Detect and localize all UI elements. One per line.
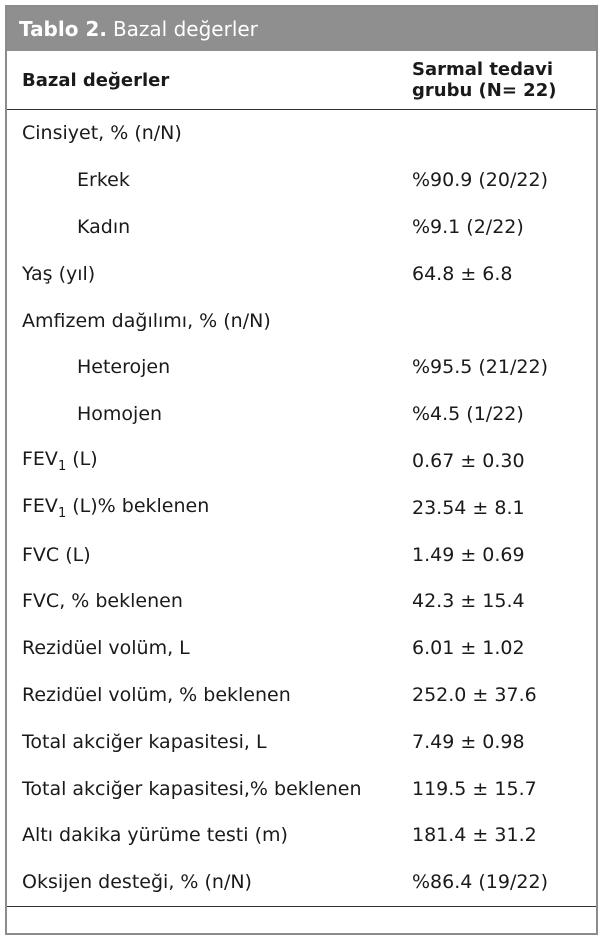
row-value: 252.0 ± 37.6	[412, 683, 537, 706]
row-label	[7, 438, 412, 485]
row-value: %86.4 (19/22)	[412, 859, 596, 906]
row-label: Amfizem dağılımı, % (n/N)	[22, 309, 271, 332]
row-label-rest: (L)% beklenen	[66, 494, 210, 517]
row-label: Total akciğer kapasitesi, L	[22, 730, 267, 753]
row-label: Heterojen	[77, 356, 171, 379]
row-label: Oksijen desteği, % (n/N)	[7, 859, 412, 906]
row-value: %90.9 (20/22)	[412, 169, 548, 192]
row-value: 119.5 ± 15.7	[412, 777, 537, 800]
table-title: Bazal değerler	[112, 17, 258, 41]
table-row	[7, 625, 596, 672]
table-row	[7, 765, 596, 812]
row-label-main: FEV	[22, 494, 58, 517]
table-row	[7, 250, 596, 297]
row-value: 181.4 ± 31.2	[412, 824, 537, 847]
table-row	[7, 859, 596, 906]
row-label-subscript: 1	[57, 458, 67, 474]
row-value	[412, 110, 596, 157]
row-value	[412, 297, 596, 344]
row-label: FVC (L)	[22, 543, 91, 566]
row-label-main: FEV	[22, 447, 58, 470]
row-value: 23.54 ± 8.1	[412, 496, 525, 519]
table-row	[7, 484, 596, 531]
baseline-table	[7, 51, 596, 907]
row-label: Cinsiyet, % (n/N)	[22, 122, 182, 145]
table-row	[7, 812, 596, 859]
row-value: %95.5 (21/22)	[412, 356, 548, 379]
table-number: Tablo 2.	[19, 17, 107, 41]
row-label-rest: (L)	[66, 447, 98, 470]
row-label: Total akciğer kapasitesi,% beklenen	[22, 777, 362, 800]
table-row	[7, 297, 596, 344]
row-label: Erkek	[77, 169, 130, 192]
row-value: %9.1 (2/22)	[412, 215, 524, 238]
header-col-label: Bazal değerler	[7, 51, 412, 110]
row-value: 64.8 ± 6.8	[412, 262, 513, 285]
row-label: Kadın	[77, 215, 131, 238]
row-label: Rezidüel volüm, % beklenen	[22, 683, 291, 706]
table-row	[7, 110, 596, 157]
table-title-bar	[7, 7, 596, 51]
row-value: 1.49 ± 0.69	[412, 543, 525, 566]
table-row	[7, 438, 596, 485]
row-label: FVC, % beklenen	[22, 590, 183, 613]
row-value: 0.67 ± 0.30	[412, 449, 525, 472]
table-row	[7, 344, 596, 391]
row-label: Rezidüel volüm, L	[22, 637, 190, 660]
row-label: Yaş (yıl)	[22, 262, 96, 285]
table-row	[7, 531, 596, 578]
header-col-value	[412, 51, 596, 110]
table-row	[7, 718, 596, 765]
table-row	[7, 391, 596, 438]
table-frame	[5, 5, 598, 935]
row-label: Homojen	[77, 403, 163, 426]
row-label	[7, 484, 412, 531]
table-row	[7, 672, 596, 719]
table-row	[7, 157, 596, 204]
header-col-value-line2: grubu (N= 22)	[412, 80, 557, 101]
table-row	[7, 204, 596, 251]
row-label: Altı dakika yürüme testi (m)	[22, 824, 288, 847]
header-row	[7, 51, 596, 110]
row-value: %4.5 (1/22)	[412, 403, 524, 426]
row-value: 42.3 ± 15.4	[412, 590, 525, 613]
table-row	[7, 578, 596, 625]
row-value: 6.01 ± 1.02	[412, 637, 525, 660]
row-value: 7.49 ± 0.98	[412, 730, 525, 753]
header-col-value-line1: Sarmal tedavi	[412, 59, 554, 80]
row-label-subscript: 1	[57, 505, 67, 521]
